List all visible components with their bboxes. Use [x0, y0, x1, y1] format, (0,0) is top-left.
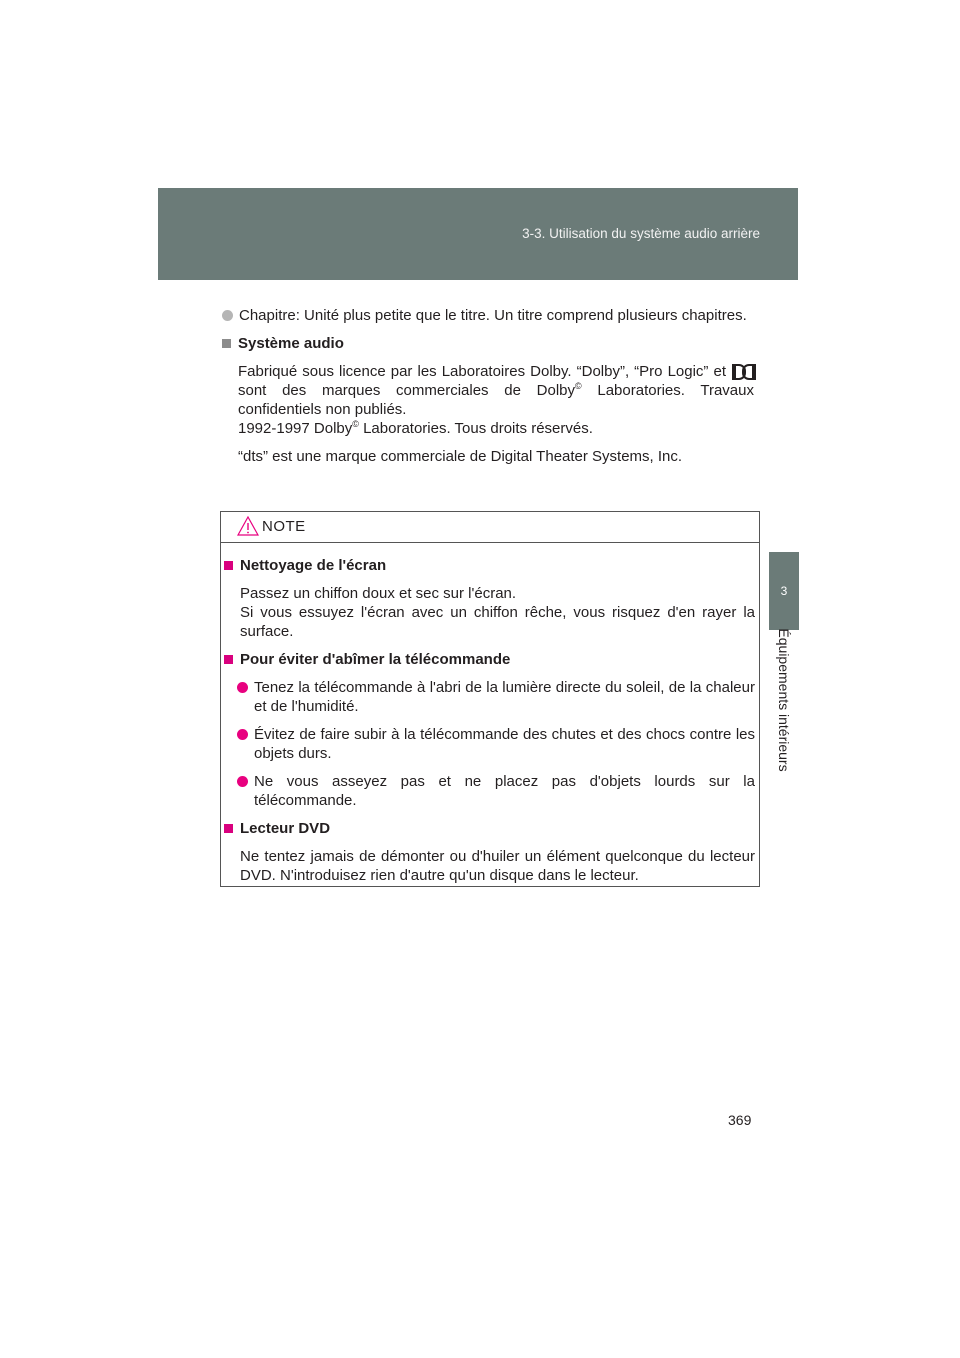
square-bullet-icon [224, 824, 233, 833]
copyright-mark: © [352, 419, 359, 429]
note-header [221, 512, 759, 543]
list-item: Évitez de faire subir à la télécommande des chutes et des chocs contre les objets durs. [224, 725, 755, 763]
square-bullet-icon [224, 561, 233, 570]
copyright-mark: © [575, 381, 582, 391]
warning-triangle-icon [237, 516, 259, 536]
screen-cleaning-text: Passez un chiffon doux et sec sur l'écran. Si vous essuyez l'écran avec un chiffon rêche, vous risquez d'en rayer la surface. [240, 585, 755, 640]
dolby-license-paragraph: Fabriqué sous licence par les Laboratoires Dolby. “Dolby”, “Pro Logic” et sont des marques commerciales de Dolby© Laboratories. Travaux confidentiels non publiés. 1992-1997 Dolby© Laboratories. Tous droits réservés. [238, 363, 754, 437]
square-bullet-icon [224, 655, 233, 664]
remote-care-heading: Pour éviter d'abîmer la télécommande [224, 650, 755, 669]
bullet-dot-icon [237, 776, 248, 787]
chapter-header-band [158, 188, 798, 280]
bullet-dot-icon [237, 682, 248, 693]
list-item: Tenez la télécommande à l'abri de la lumière directe du soleil, de la chaleur et de l'humidité. [224, 678, 755, 716]
note-title: NOTE [262, 518, 306, 535]
dts-trademark-paragraph: “dts” est une marque commerciale de Digital Theater Systems, Inc. [238, 448, 683, 465]
square-bullet-icon [222, 339, 231, 348]
main-content [222, 306, 754, 475]
note-body [221, 543, 759, 885]
screen-cleaning-heading: Nettoyage de l'écran [224, 556, 755, 575]
chapter-number-tab: 3 [769, 552, 799, 630]
dvd-player-heading: Lecteur DVD [224, 819, 755, 838]
bullet-dot-icon [222, 310, 233, 321]
bullet-dot-icon [237, 729, 248, 740]
dvd-player-text: Ne tentez jamais de démonter ou d'huiler un élément quelconque du lecteur DVD. N'introduisez rien d'autre qu'un disque dans le lecteur. [240, 848, 755, 884]
list-item: Ne vous asseyez pas et ne placez pas d'objets lourds sur la télécommande. [224, 772, 755, 810]
section-title: 3-3. Utilisation du système audio arrière [522, 226, 760, 241]
page-number: 369 [728, 1112, 752, 1128]
chapter-definition-bullet: Chapitre: Unité plus petite que le titre. Un titre comprend plusieurs chapitres. [222, 306, 754, 325]
chapter-side-label: Équipements intérieurs [776, 628, 792, 772]
dolby-double-d-logo-icon [732, 363, 754, 379]
note-box [220, 511, 760, 887]
audio-system-heading: Système audio [222, 334, 754, 353]
